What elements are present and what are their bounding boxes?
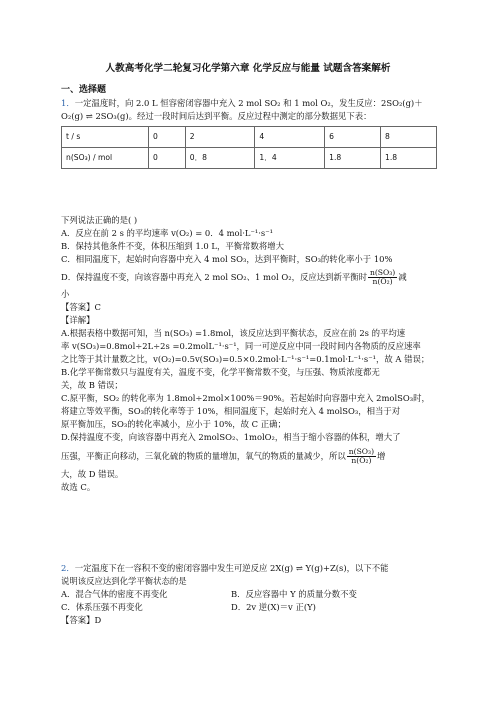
explanation-line: 原平衡加压，SO₃的转化率减小，应小于 10%，故 C 正确； (61, 419, 286, 430)
question-2-options-row-1 (61, 588, 441, 601)
option-c: C．体系压强不再变化 (61, 602, 143, 613)
explanation-line: D.保持温度不变，向该容器中再充入 2molSO₂、1molO₂，相当于缩小容器的体积，增大了 (61, 432, 401, 443)
explanation-line: B.化学平衡常数只与温度有关，温度不变，化学平衡常数不变，与压强、物质浓度都无 (61, 367, 380, 378)
option-d-text: D．保持温度不变，向该容器中再充入 2 mol SO₂、1 mol O₂，反应达到新平衡时 (61, 272, 367, 283)
section-heading: 一、选择题 (61, 85, 107, 95)
ratio-fraction (347, 448, 376, 466)
table-cell: 0 (149, 127, 186, 148)
explanation-line: 率 v(SO₃)=0.8mol÷2L÷2s =0.2molL⁻¹·s⁻¹，同一可逆反应中同一段时间内各物质的反应速率 (61, 341, 421, 352)
explanation-text: 压强，平衡正向移动，三氧化硫的物质的量增加，氧气的物质的量减少，所以 (61, 451, 346, 462)
answer-2: 【答案】D (61, 615, 102, 626)
fraction-denominator: n(O₂) (372, 277, 393, 287)
table-cell: 0．8 (185, 148, 255, 169)
fraction-numerator: n(SO₃) (348, 446, 375, 456)
option-d (61, 266, 441, 288)
document-title: 人教高考化学二轮复习化学第六章 化学反应与能量 试题含答案解析 (105, 63, 391, 74)
question-2 (61, 562, 441, 627)
explanation-line: C.原平衡，SO₂ 的转化率为 1.8mol÷2mol×100%＝90%。若起始时向容器中充入 2molSO₃时， (61, 393, 430, 404)
question-2-options-row-2 (61, 601, 441, 614)
detail-heading-1: 【详解】 (61, 315, 95, 326)
option-d: D．2v 逆(X)＝v 正(Y) (231, 602, 316, 613)
table-cell: 2 (185, 127, 255, 148)
question-2-stem-line-2: 说明该反应达到化学平衡状态的是 (61, 576, 187, 587)
question-1-ask: 下列说法正确的是( ) (61, 215, 138, 225)
table-cell: t / s (62, 127, 149, 148)
question-1-stem (61, 97, 441, 123)
table-cell: 1.8 (325, 148, 381, 169)
question-1-stem-line-2: O₂(g) ⇌ 2SO₃(g)。经过一段时间后达到平衡。反应过程中测定的部分数据见下表： (61, 111, 372, 122)
data-table (61, 126, 437, 169)
table-cell: 6 (325, 127, 381, 148)
ratio-fraction (368, 269, 397, 287)
question-2-number: 2． (61, 563, 75, 573)
table-row (62, 127, 437, 148)
table-cell: n(SO₃) / mol (62, 148, 149, 169)
explanation-line-fraction (61, 444, 441, 468)
fraction-denominator: n(O₂) (351, 456, 372, 466)
table-cell: 8 (381, 127, 437, 148)
option-a: A．反应在前 2 s 的平均速率 v(O₂) = 0．4 mol·L⁻¹·s⁻¹ (61, 228, 273, 239)
explanation-line: 大，故 D 错误。 (61, 469, 124, 480)
option-b: B．保持其他条件不变，体积压缩到 1.0 L，平衡常数将增大 (61, 241, 284, 252)
question-1-options (61, 214, 441, 494)
option-d-tail: 小 (61, 289, 70, 300)
table-cell: 0 (149, 148, 186, 169)
table-cell: 4 (255, 127, 325, 148)
answer-1: 【答案】C (61, 302, 101, 313)
fraction-numerator: n(SO₃) (369, 267, 396, 277)
explanation-suffix: 增 (377, 451, 386, 462)
explanation-line: 之比等于其计量数之比，v(O₂)=0.5v(SO₃)=0.5×0.2mol·L⁻¹·s⁻¹=0.1mol·L⁻¹·s⁻¹，故 A 错误； (61, 354, 430, 365)
question-1-number: 1． (61, 98, 75, 108)
explanation-line: A.根据表格中数据可知，当 n(SO₃) =1.8mol，该反应达到平衡状态，反应在前 2s 的平均速 (61, 328, 406, 339)
explanation-line: 关，故 B 错误； (61, 380, 123, 391)
table-cell: 1.8 (381, 148, 437, 169)
explanation-line: 将建立等效平衡，SO₃的转化率等于 10%，相同温度下，起始时充入 4 molSO₃，相当于对 (61, 406, 401, 417)
question-2-stem-line-1: 一定温度下在一容积不变的密闭容器中发生可逆反应 2X(g) ⇌ Y(g)+Z(s)，以下不能 (74, 563, 389, 573)
conclusion-1: 故选 C。 (61, 482, 96, 493)
table-cell: 1．4 (255, 148, 325, 169)
option-c: C．相同温度下，起始时向容器中充入 4 mol SO₃，达到平衡时，SO₃的转化率小于 10% (61, 254, 393, 265)
option-d-suffix: 减 (398, 272, 407, 283)
option-b: B．反应容器中 Y 的质量分数不变 (231, 589, 357, 600)
option-a: A．混合气体的密度不再变化 (61, 589, 168, 600)
table-row (62, 148, 437, 169)
question-1-stem-line-1: 一定温度时，向 2.0 L 恒容密闭容器中充入 2 mol SO₂ 和 1 mol O₂，发生反应：2SO₂(g)＋ (74, 98, 423, 108)
